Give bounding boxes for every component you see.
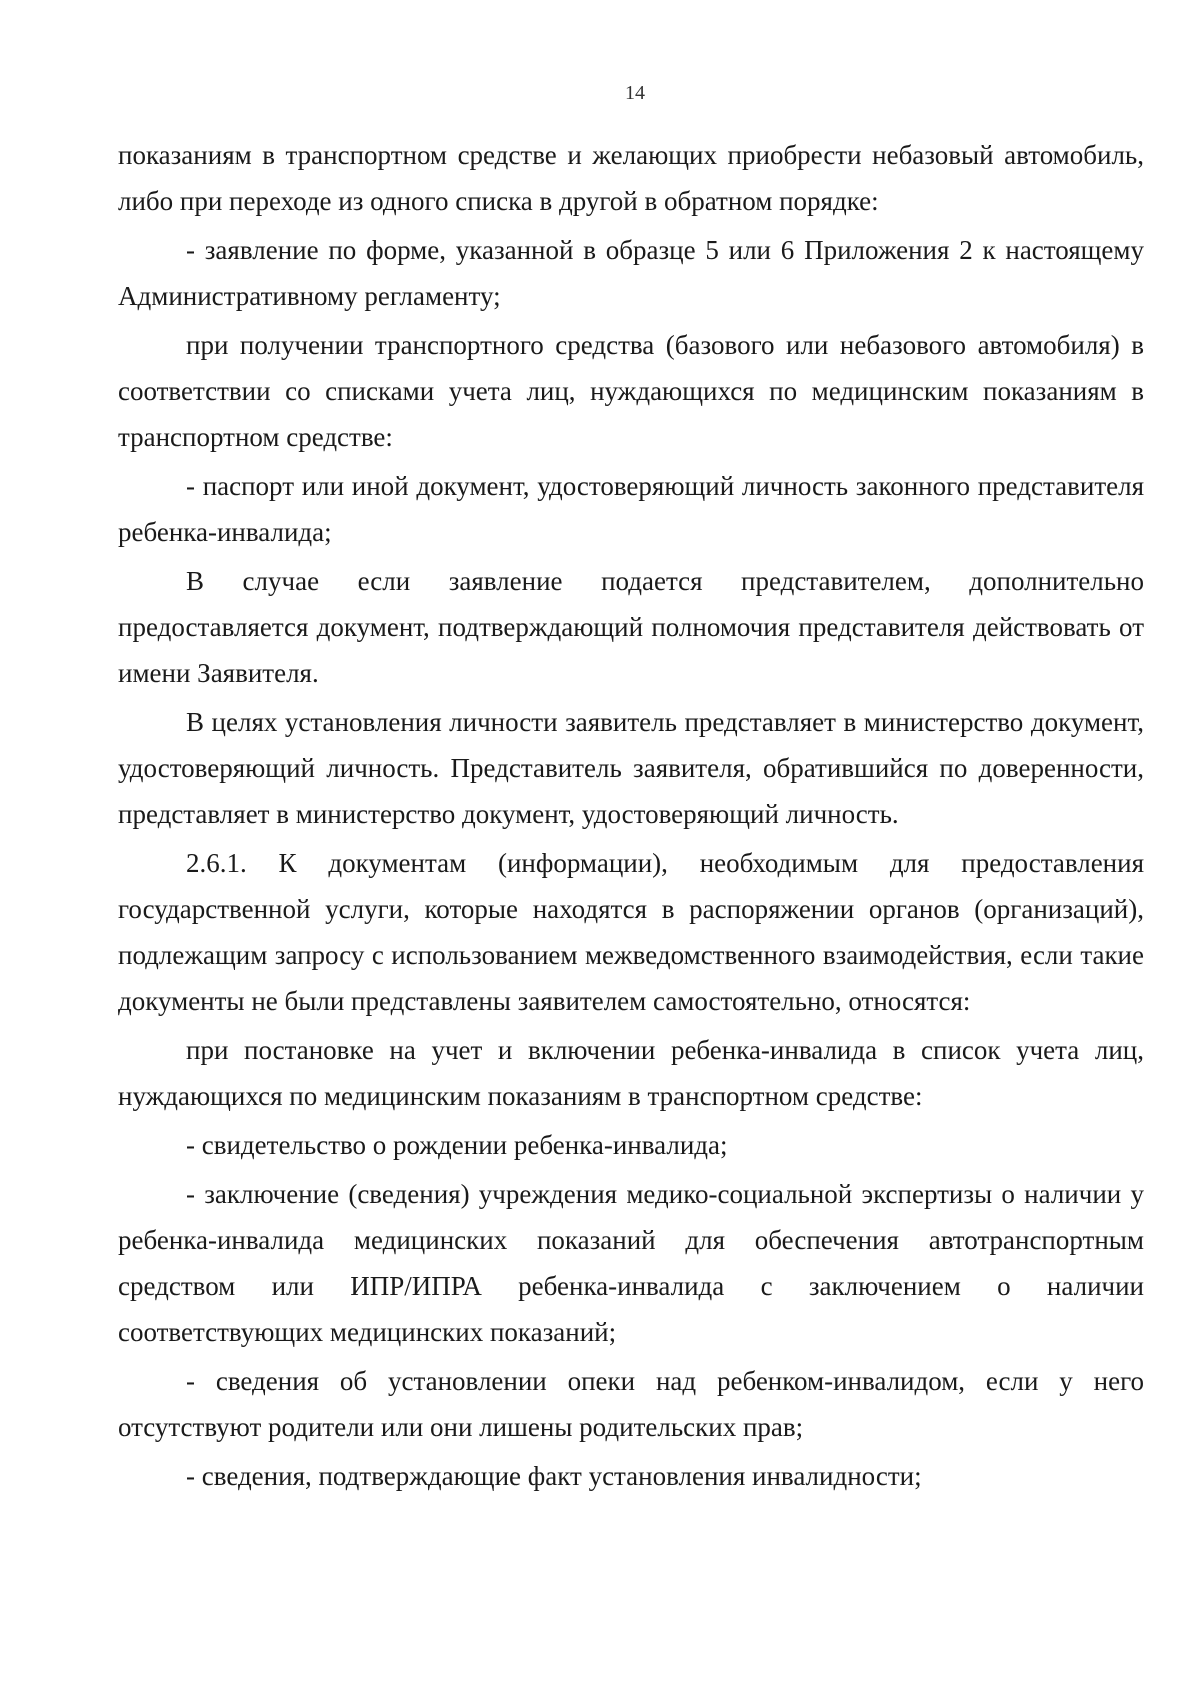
paragraph: показаниям в транспортном средстве и желающих приобрести небазовый автомобиль, либо при переходе из одного списка в другой в обратном порядке: (118, 140, 1144, 216)
list-item: - сведения об установлении опеки над ребенком-инвалидом, если у него отсутствуют родители или они лишены родительских прав; (118, 1366, 1144, 1442)
paragraph: при получении транспортного средства (базового или небазового автомобиля) в соответствии со списками учета лиц, нуждающихся по медицинским показаниям в транспортном средстве: (118, 330, 1144, 452)
list-item: - заключение (сведения) учреждения медико-социальной экспертизы о наличии у ребенка-инвалида медицинских показаний для обеспечения автотранспортным средством или ИПР/ИПРА ребенка-инвалида с заключением о наличии соответствующих медицинских показаний; (118, 1179, 1144, 1347)
paragraph: В случае если заявление подается представителем, дополнительно предоставляется документ, подтверждающий полномочия представителя действовать от имени Заявителя. (118, 566, 1144, 688)
section-paragraph-2-6-1: 2.6.1. К документам (информации), необходимым для предоставления государственной услуги, которые находятся в распоряжении органов (организаций), подлежащим запросу с использованием межведомственного взаимодействия, если такие документы не были представлены заявителем самостоятельно, относятся: (118, 848, 1144, 1016)
list-item: - паспорт или иной документ, удостоверяющий личность законного представителя ребенка-инвалида; (118, 471, 1144, 547)
list-item: - сведения, подтверждающие факт установления инвалидности; (186, 1461, 922, 1491)
page-number: 14 (625, 82, 645, 104)
paragraph: В целях установления личности заявитель представляет в министерство документ, удостоверяющий личность. Представитель заявителя, обратившийся по доверенности, представляет в министерство документ, удостоверяющий личность. (118, 707, 1144, 829)
document-body (118, 132, 1144, 1502)
list-item: - заявление по форме, указанной в образце 5 или 6 Приложения 2 к настоящему Административному регламенту; (118, 235, 1144, 311)
paragraph: при постановке на учет и включении ребенка-инвалида в список учета лиц, нуждающихся по медицинским показаниям в транспортном средстве: (118, 1035, 1144, 1111)
list-item: - свидетельство о рождении ребенка-инвалида; (186, 1130, 728, 1160)
